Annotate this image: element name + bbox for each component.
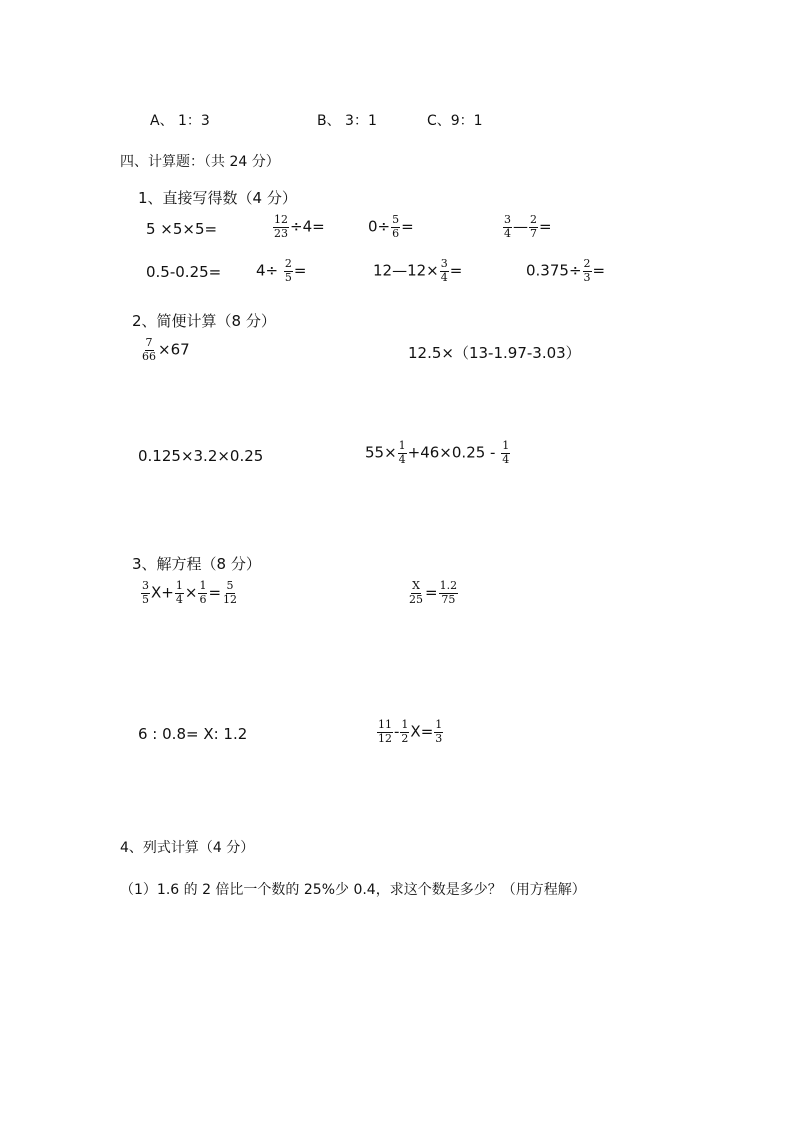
p1-q7: 12—12× $\frac{3}{4}$ = [373,257,463,284]
choice-c: C、9：1 [427,113,483,129]
part4-title: 4、列式计算（4 分） [120,840,255,856]
p2-q1: $\frac{7}{66}$ ×67 [142,336,190,363]
fraction: $\frac{12}{23}$ [274,213,288,240]
p1-q4: $\frac{3}{4}$ — $\frac{2}{7}$ = [504,213,552,240]
p1-q1: 5 ×5×5= [146,220,218,238]
p4-q1: （1）1.6 的 2 倍比一个数的 25%少 0.4，求这个数是多少？（用方程解） [120,882,586,898]
p3-q1: $\frac{3}{5}$ X+ $\frac{1}{4}$ × $\frac{1}{6}$ = $\frac{5}{12}$ [142,579,238,606]
p2-q3: 0.125×3.2×0.25 [138,447,264,465]
fraction: $\frac{2}{5}$ [284,257,292,284]
fraction: $\frac{1.2}{75}$ [439,579,458,606]
p1-q6: 4÷ $\frac{2}{5}$ = [256,257,307,284]
part2-title: 2、简便计算（8 分） [132,312,276,330]
part1-title: 1、直接写得数（4 分） [138,189,297,207]
p1-q2: $\frac{12}{23}$ ÷4= [274,213,325,240]
p1-q8: 0.375÷ $\frac{2}{3}$ = [526,257,606,284]
fraction: $\frac{1}{4}$ [398,439,406,466]
fraction: $\frac{1}{2}$ [401,718,409,745]
p3-q2: $\frac{X}{25}$ = $\frac{1.2}{75}$ [409,579,458,606]
fraction: $\frac{1}{4}$ [175,579,183,606]
fraction: $\frac{11}{12}$ [378,718,392,745]
fraction: $\frac{7}{66}$ [142,336,156,363]
part3-title: 3、解方程（8 分） [132,555,261,573]
fraction: $\frac{1}{6}$ [199,579,207,606]
fraction: $\frac{2}{7}$ [530,213,537,240]
fraction: $\frac{3}{5}$ [142,579,149,606]
section4-title: 四、计算题：（共 24 分） [120,154,280,170]
fraction: $\frac{1}{3}$ [435,718,443,745]
fraction: $\frac{X}{25}$ [409,579,423,606]
p3-q4: $\frac{11}{12}$ - $\frac{1}{2}$ X= $\frac{1}{3}$ [378,718,443,745]
fraction: $\frac{5}{6}$ [392,213,400,240]
fraction: $\frac{3}{4}$ [440,257,448,284]
choice-b: B、 3：1 [317,113,377,129]
p1-q5: 0.5-0.25= [146,263,222,281]
p2-q2: 12.5×（13-1.97-3.03） [408,344,581,362]
choice-a: A、 1：3 [150,113,210,129]
fraction: $\frac{5}{12}$ [223,579,238,606]
p2-q4: 55× $\frac{1}{4}$ +46×0.25 - $\frac{1}{4}$ [365,439,510,466]
p3-q3: 6 : 0.8= X: 1.2 [138,725,248,743]
fraction: $\frac{2}{3}$ [583,257,591,284]
fraction: $\frac{3}{4}$ [504,213,511,240]
fraction: $\frac{1}{4}$ [502,439,510,466]
p1-q3: 0÷ $\frac{5}{6}$ = [368,213,414,240]
